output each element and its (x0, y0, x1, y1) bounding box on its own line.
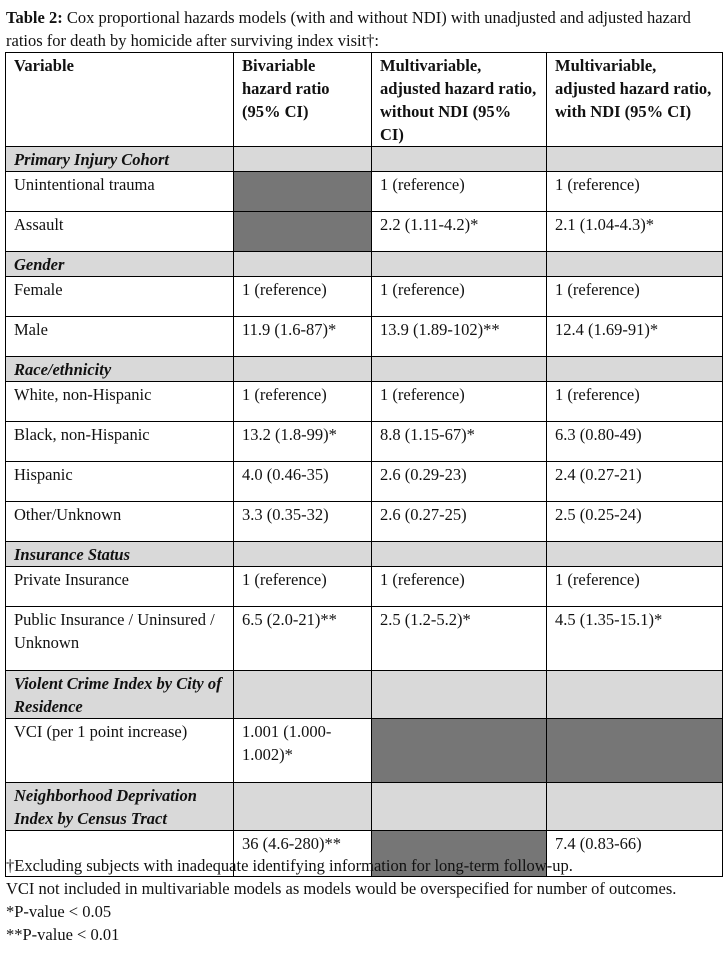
section-row (6, 783, 723, 831)
cell-multi-no-ndi: 2.5 (1.2-5.2)* (372, 607, 547, 671)
cell-multi-ndi: 7.4 (0.83-66) (547, 831, 723, 877)
cell-bivariable: 36 (4.6-280)** (234, 831, 372, 877)
cell-bivariable: 13.2 (1.8-99)* (234, 422, 372, 462)
header-bivariable: Bivariable hazard ratio (95% CI) (234, 53, 372, 147)
cell-multi-ndi: 1 (reference) (547, 172, 723, 212)
table-row (6, 502, 723, 542)
section-cell (372, 357, 547, 382)
section-cell (372, 147, 547, 172)
header-multivariable-with-ndi: Multivariable, adjusted hazard ratio, with NDI (95% CI) (547, 53, 723, 147)
section-cell (547, 542, 723, 567)
table-row (6, 462, 723, 502)
row-label: Male (6, 317, 234, 357)
cell-bivariable: 1 (reference) (234, 567, 372, 607)
cell-multi-no-ndi: 1 (reference) (372, 277, 547, 317)
section-cell (372, 783, 547, 831)
cell-bivariable: 1.001 (1.000-1.002)* (234, 719, 372, 783)
cell-multi-ndi: 1 (reference) (547, 382, 723, 422)
section-cell (234, 357, 372, 382)
row-label: Public Insurance / Uninsured / Unknown (6, 607, 234, 671)
row-label: White, non-Hispanic (6, 382, 234, 422)
cell-multi-no-ndi: 13.9 (1.89-102)** (372, 317, 547, 357)
not-applicable-cell (372, 719, 547, 783)
section-row (6, 147, 723, 172)
table-title: Cox proportional hazards models (with and without NDI) with unadjusted and adjusted hazard ratios for death by homicide after surviving index visit†: (6, 8, 691, 50)
cell-bivariable: 11.9 (1.6-87)* (234, 317, 372, 357)
cell-multi-no-ndi: 1 (reference) (372, 567, 547, 607)
not-applicable-cell (547, 719, 723, 783)
section-cell (547, 252, 723, 277)
row-label: VCI (per 1 point increase) (6, 719, 234, 783)
section-neighborhood-deprivation-index: Neighborhood Deprivation Index by Census Tract (6, 783, 234, 831)
cell-multi-ndi: 12.4 (1.69-91)* (547, 317, 723, 357)
table-row (6, 607, 723, 671)
cell-multi-ndi: 2.5 (0.25-24) (547, 502, 723, 542)
table-row (6, 277, 723, 317)
not-applicable-cell (234, 172, 372, 212)
cell-multi-no-ndi: 2.2 (1.11-4.2)* (372, 212, 547, 252)
section-violent-crime-index: Violent Crime Index by City of Residence (6, 671, 234, 719)
row-label: Other/Unknown (6, 502, 234, 542)
section-cell (234, 783, 372, 831)
section-primary-injury-cohort: Primary Injury Cohort (6, 147, 234, 172)
table-caption (6, 6, 721, 52)
footnote: VCI not included in multivariable models as models would be overspecified for number of outcomes. (6, 879, 677, 898)
table-number: Table 2: (6, 8, 63, 27)
not-applicable-cell (234, 212, 372, 252)
footnote: **P-value < 0.01 (6, 925, 120, 944)
section-cell (547, 147, 723, 172)
footnote: *P-value < 0.05 (6, 902, 112, 921)
cell-bivariable: 4.0 (0.46-35) (234, 462, 372, 502)
cell-bivariable: 6.5 (2.0-21)** (234, 607, 372, 671)
footnote: †Excluding subjects with inadequate identifying information for long-term follow-up. (6, 856, 573, 875)
section-cell (234, 252, 372, 277)
table-row (6, 172, 723, 212)
section-cell (372, 671, 547, 719)
section-cell (372, 542, 547, 567)
section-cell (234, 147, 372, 172)
row-label: Female (6, 277, 234, 317)
section-row (6, 671, 723, 719)
section-gender: Gender (6, 252, 234, 277)
row-label: Private Insurance (6, 567, 234, 607)
cell-bivariable: 1 (reference) (234, 382, 372, 422)
row-label: Black, non-Hispanic (6, 422, 234, 462)
section-cell (547, 783, 723, 831)
header-variable: Variable (6, 53, 234, 147)
table-row (6, 719, 723, 783)
cell-multi-no-ndi: 2.6 (0.27-25) (372, 502, 547, 542)
table-row (6, 212, 723, 252)
section-cell (547, 671, 723, 719)
cell-multi-ndi: 1 (reference) (547, 567, 723, 607)
section-insurance-status: Insurance Status (6, 542, 234, 567)
cell-multi-ndi: 4.5 (1.35-15.1)* (547, 607, 723, 671)
cell-multi-no-ndi: 8.8 (1.15-67)* (372, 422, 547, 462)
cell-multi-ndi: 6.3 (0.80-49) (547, 422, 723, 462)
cell-multi-no-ndi: 2.6 (0.29-23) (372, 462, 547, 502)
header-multivariable-without-ndi: Multivariable, adjusted hazard ratio, without NDI (95% CI) (372, 53, 547, 147)
cell-multi-no-ndi: 1 (reference) (372, 172, 547, 212)
table-row (6, 567, 723, 607)
hazard-ratio-table (5, 52, 723, 877)
table-row (6, 382, 723, 422)
row-label: Hispanic (6, 462, 234, 502)
table-row (6, 422, 723, 462)
table-header-row (6, 53, 723, 147)
cell-bivariable: 3.3 (0.35-32) (234, 502, 372, 542)
table-row (6, 317, 723, 357)
section-cell (372, 252, 547, 277)
section-row (6, 542, 723, 567)
cell-bivariable: 1 (reference) (234, 277, 372, 317)
section-row (6, 357, 723, 382)
table-footnotes (6, 854, 721, 946)
section-cell (547, 357, 723, 382)
row-label: Unintentional trauma (6, 172, 234, 212)
row-label: Assault (6, 212, 234, 252)
cell-multi-no-ndi: 1 (reference) (372, 382, 547, 422)
section-cell (234, 542, 372, 567)
section-race-ethnicity: Race/ethnicity (6, 357, 234, 382)
cell-multi-ndi: 1 (reference) (547, 277, 723, 317)
cell-multi-ndi: 2.1 (1.04-4.3)* (547, 212, 723, 252)
cell-multi-ndi: 2.4 (0.27-21) (547, 462, 723, 502)
section-row (6, 252, 723, 277)
section-cell (234, 671, 372, 719)
